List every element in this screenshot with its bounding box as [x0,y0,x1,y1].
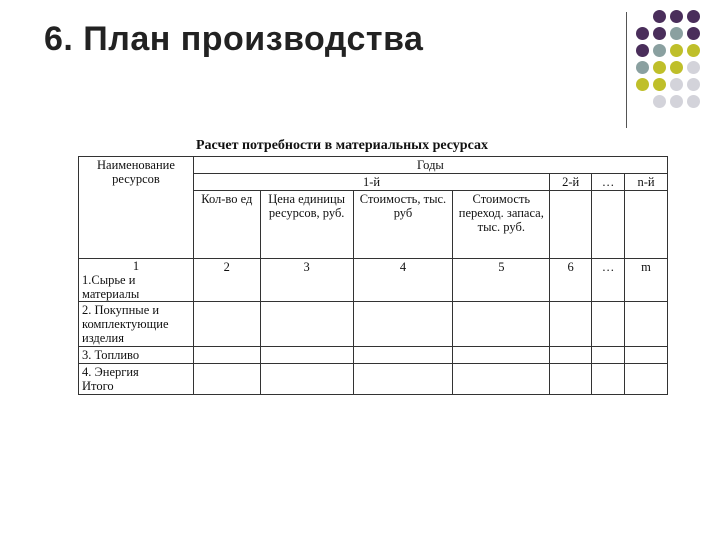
decorative-dot [687,95,700,108]
empty-cell [550,191,592,259]
decorative-dot [670,44,683,57]
decorative-dot [653,78,666,91]
resource-needs-table [78,156,668,395]
row-number-with-item-1 [79,259,194,302]
row-label-components: 2. Покупные и комплектующие изделия [79,302,194,347]
row-numbers [79,259,668,302]
header-ellipsis: … [592,174,625,191]
decorative-dot [670,78,683,91]
header-transition-stock-cost: Стоимость переход. запаса, тыс. руб. [453,191,550,259]
column-number-1: 1 [132,259,140,273]
decorative-dot [687,44,700,57]
empty-cell [592,191,625,259]
header-year-n: n-й [625,174,668,191]
header-year-2: 2-й [550,174,592,191]
column-number-4: 4 [353,259,453,302]
row-label-energy-total [79,364,194,395]
decorative-dot [687,61,700,74]
table-row [79,302,668,347]
empty-cell [625,191,668,259]
decorative-dot [670,10,683,23]
decorative-dot [636,44,649,57]
column-number-3: 3 [260,259,353,302]
column-number-2: 2 [193,259,260,302]
row-label-materials: 1.Сырье и материалы [82,273,140,301]
decorative-dot [687,78,700,91]
header-quantity: Кол-во ед [193,191,260,259]
decorative-dot [687,27,700,40]
table-row [79,364,668,395]
decorative-dot [687,10,700,23]
header-cost: Стоимость, тыс. руб [353,191,453,259]
column-number-5: 5 [453,259,550,302]
header-row-years [79,157,668,174]
column-number-ellipsis: … [592,259,625,302]
decorative-dot [636,78,649,91]
row-label-total: Итого [82,379,114,393]
decorative-dot [670,95,683,108]
decorative-dot-grid [636,10,712,122]
table-row [79,347,668,364]
divider-line [626,12,627,128]
column-number-6: 6 [550,259,592,302]
decorative-dot [653,44,666,57]
table-caption: Расчет потребности в материальных ресурсах [196,138,488,153]
decorative-dot [636,61,649,74]
row-label-fuel: 3. Топливо [79,347,194,364]
decorative-dot [670,61,683,74]
header-year-1: 1-й [193,174,549,191]
decorative-dot [653,95,666,108]
decorative-dot [670,27,683,40]
row-label-energy: 4. Энергия [82,365,139,379]
slide-title: 6. План производства [44,20,424,58]
header-unit-price: Цена единицы ресурсов, руб. [260,191,353,259]
decorative-dot [653,10,666,23]
decorative-dot [636,27,649,40]
column-number-m: m [625,259,668,302]
header-years: Годы [193,157,667,174]
decorative-dot [653,61,666,74]
header-resource: Наименование ресурсов [79,157,194,259]
decorative-dot [653,27,666,40]
